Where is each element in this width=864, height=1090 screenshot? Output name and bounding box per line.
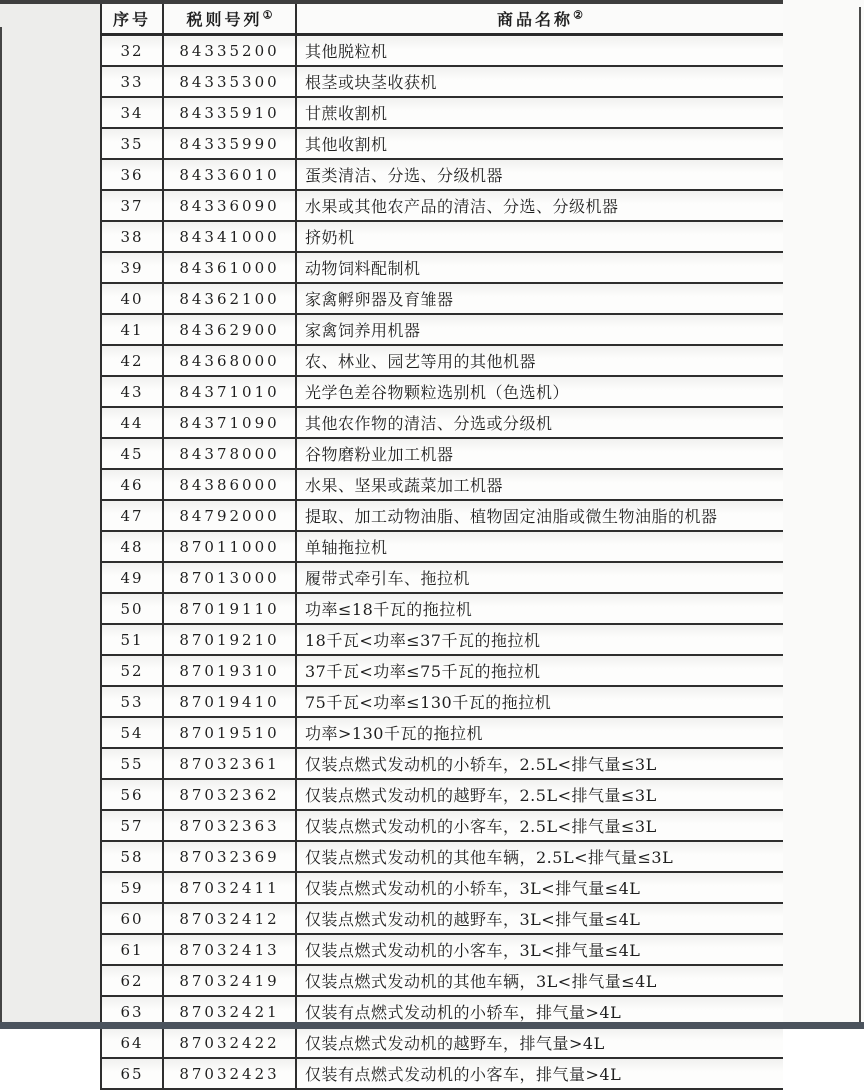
table-row [101,841,783,872]
product-name-cell: 功率≤18千瓦的拖拉机 [296,593,783,624]
row-index-cell: 54 [101,717,163,748]
tariff-code-cell: 87032422 [163,1027,296,1058]
tariff-code-cell: 84386000 [163,469,296,500]
tariff-code-cell: 87032363 [163,810,296,841]
tariff-code-cell: 84368000 [163,345,296,376]
row-index-cell: 52 [101,655,163,686]
tariff-code-cell: 84362900 [163,314,296,345]
product-name-cell: 其他脱粒机 [296,35,783,67]
tariff-code-cell: 84371010 [163,376,296,407]
row-index-cell: 55 [101,748,163,779]
product-name-cell: 动物饲料配制机 [296,252,783,283]
row-index-cell: 50 [101,593,163,624]
page-left-edge [0,27,2,1029]
table-row [101,283,783,314]
bottom-edge-bar [0,1022,864,1029]
product-name-cell: 75千瓦<功率≤130千瓦的拖拉机 [296,686,783,717]
tariff-code-cell: 87013000 [163,562,296,593]
row-index-cell: 61 [101,934,163,965]
row-index-cell: 63 [101,996,163,1027]
table-row [101,779,783,810]
product-name-cell: 功率>130千瓦的拖拉机 [296,717,783,748]
row-index-cell: 34 [101,97,163,128]
table-row [101,438,783,469]
header-product-name-label: 商品名称 [497,10,574,29]
row-index-cell: 65 [101,1058,163,1089]
product-name-cell: 仅装点燃式发动机的越野车，排气量>4L [296,1027,783,1058]
product-name-cell: 家禽孵卵器及育雏器 [296,283,783,314]
tariff-code-cell: 84335990 [163,128,296,159]
table-row [101,66,783,97]
tariff-code-cell: 87019110 [163,593,296,624]
product-name-cell: 农、林业、园艺等用的其他机器 [296,345,783,376]
product-name-cell: 根茎或块茎收获机 [296,66,783,97]
tariff-code-cell: 84361000 [163,252,296,283]
table-row [101,407,783,438]
product-name-cell: 仅装点燃式发动机的越野车，3L<排气量≤4L [296,903,783,934]
table-row [101,1058,783,1089]
table-row [101,252,783,283]
product-name-cell: 提取、加工动物油脂、植物固定油脂或微生物油脂的机器 [296,500,783,531]
table-row [101,934,783,965]
product-name-cell: 仅装点燃式发动机的其他车辆，3L<排气量≤4L [296,965,783,996]
row-index-cell: 57 [101,810,163,841]
table-row [101,624,783,655]
table-row [101,872,783,903]
tariff-code-cell: 84336090 [163,190,296,221]
product-name-cell: 仅装点燃式发动机的越野车，2.5L<排气量≤3L [296,779,783,810]
tariff-code-cell: 84378000 [163,438,296,469]
tariff-code-cell: 87032369 [163,841,296,872]
table-row [101,686,783,717]
table-row [101,903,783,934]
table-row [101,717,783,748]
tariff-code-cell: 84335300 [163,66,296,97]
product-name-cell: 仅装点燃式发动机的小客车，3L<排气量≤4L [296,934,783,965]
footnote-marker-1: ① [262,8,273,22]
table-row [101,531,783,562]
table-row [101,593,783,624]
product-name-cell: 仅装点燃式发动机的小客车，2.5L<排气量≤3L [296,810,783,841]
product-name-cell: 挤奶机 [296,221,783,252]
table-row [101,159,783,190]
table-row [101,469,783,500]
footnote-marker-2: ② [573,8,583,22]
table-row [101,314,783,345]
tariff-code-cell: 87019510 [163,717,296,748]
product-name-cell: 仅装点燃式发动机的其他车辆，2.5L<排气量≤3L [296,841,783,872]
tariff-code-cell: 87011000 [163,531,296,562]
table-row [101,190,783,221]
tariff-code-cell: 87032412 [163,903,296,934]
tariff-code-cell: 87032419 [163,965,296,996]
tariff-code-cell: 84371090 [163,407,296,438]
tariff-code-cell: 87032421 [163,996,296,1027]
row-index-cell: 43 [101,376,163,407]
product-name-cell: 水果或其他农产品的清洁、分选、分级机器 [296,190,783,221]
row-index-cell: 41 [101,314,163,345]
header-tariff-code [163,3,296,35]
product-name-cell: 仅装有点燃式发动机的小轿车，排气量>4L [296,996,783,1027]
product-name-cell: 其他农作物的清洁、分选或分级机 [296,407,783,438]
tariff-code-cell: 87032411 [163,872,296,903]
table-row [101,376,783,407]
product-name-cell: 甘蔗收割机 [296,97,783,128]
table-row [101,345,783,376]
table-row [101,810,783,841]
product-name-cell: 蛋类清洁、分选、分级机器 [296,159,783,190]
row-index-cell: 45 [101,438,163,469]
table-body [101,35,783,1090]
row-index-cell: 49 [101,562,163,593]
tariff-code-cell: 84792000 [163,500,296,531]
tariff-code-cell: 87019210 [163,624,296,655]
header-tariff-code-label: 税则号列 [186,10,263,29]
header-row [101,3,783,35]
row-index-cell: 62 [101,965,163,996]
header-product-name [296,3,783,35]
row-index-cell: 32 [101,35,163,67]
tariff-code-cell: 84335910 [163,97,296,128]
row-index-cell: 53 [101,686,163,717]
row-index-cell: 56 [101,779,163,810]
product-name-cell: 谷物磨粉业加工机器 [296,438,783,469]
tariff-code-cell: 84336010 [163,159,296,190]
product-name-cell: 履带式牵引车、拖拉机 [296,562,783,593]
row-index-cell: 59 [101,872,163,903]
tariff-code-cell: 87032423 [163,1058,296,1089]
table-row [101,128,783,159]
tariff-table [100,2,783,1090]
row-index-cell: 35 [101,128,163,159]
row-index-cell: 33 [101,66,163,97]
table-row [101,655,783,686]
product-name-cell: 光学色差谷物颗粒选别机（色选机） [296,376,783,407]
tariff-code-cell: 87019310 [163,655,296,686]
top-edge-bar [0,0,783,4]
page-right-edge [859,7,861,1029]
row-index-cell: 51 [101,624,163,655]
tariff-code-cell: 87032361 [163,748,296,779]
page-left-margin [0,0,100,1029]
tariff-code-cell: 87032413 [163,934,296,965]
product-name-cell: 仅装有点燃式发动机的小客车，排气量>4L [296,1058,783,1089]
table-row [101,1027,783,1058]
tariff-code-cell: 87032362 [163,779,296,810]
row-index-cell: 44 [101,407,163,438]
row-index-cell: 46 [101,469,163,500]
row-index-cell: 42 [101,345,163,376]
table-row [101,748,783,779]
table-row [101,221,783,252]
table-row [101,35,783,67]
table-row [101,500,783,531]
product-name-cell: 18千瓦<功率≤37千瓦的拖拉机 [296,624,783,655]
tariff-code-cell: 84335200 [163,35,296,67]
row-index-cell: 48 [101,531,163,562]
row-index-cell: 38 [101,221,163,252]
tariff-code-cell: 87019410 [163,686,296,717]
product-name-cell: 家禽饲养用机器 [296,314,783,345]
product-name-cell: 水果、坚果或蔬菜加工机器 [296,469,783,500]
table-row [101,965,783,996]
row-index-cell: 40 [101,283,163,314]
row-index-cell: 60 [101,903,163,934]
row-index-cell: 39 [101,252,163,283]
tariff-code-cell: 84341000 [163,221,296,252]
product-name-cell: 其他收割机 [296,128,783,159]
product-name-cell: 仅装点燃式发动机的小轿车，2.5L<排气量≤3L [296,748,783,779]
row-index-cell: 37 [101,190,163,221]
row-index-cell: 64 [101,1027,163,1058]
header-serial [101,3,163,35]
row-index-cell: 36 [101,159,163,190]
product-name-cell: 单轴拖拉机 [296,531,783,562]
table-row [101,97,783,128]
row-index-cell: 47 [101,500,163,531]
header-serial-label: 序号 [112,10,151,29]
product-name-cell: 仅装点燃式发动机的小轿车，3L<排气量≤4L [296,872,783,903]
table-row [101,562,783,593]
tariff-code-cell: 84362100 [163,283,296,314]
product-name-cell: 37千瓦<功率≤75千瓦的拖拉机 [296,655,783,686]
row-index-cell: 58 [101,841,163,872]
